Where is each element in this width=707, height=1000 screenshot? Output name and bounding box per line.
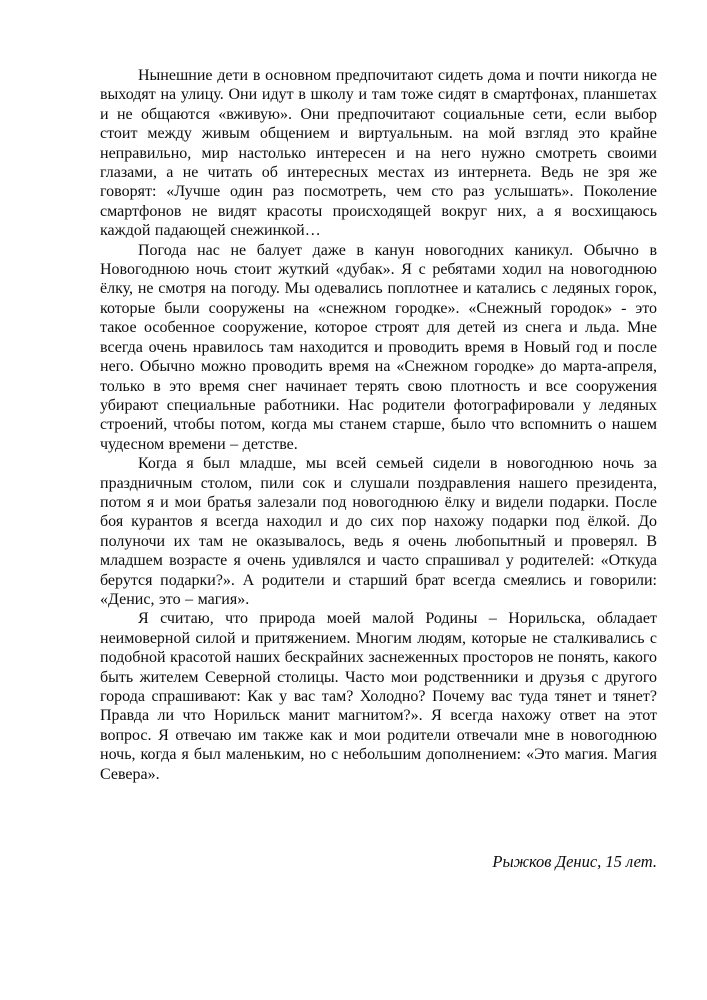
essay-body [100,66,657,784]
essay-paragraph-3: Когда я был младше, мы всей семьей сидели в новогоднюю ночь за праздничным столом, пили сок и слушали поздравления нашего президента, потом я и мои братья залезали под новогоднюю ёлку и видели подарки. После боя курантов я всегда находил и до сих пор нахожу подарки под ёлкой. До полуночи их там не оказывалось, ведь я очень любопытный и проверял. В младшем возрасте я очень удивлялся и часто спрашивал у родителей: «Откуда берутся подарки?». А родители и старший брат всегда смеялись и говорили: «Денис, это – магия». [100,455,657,608]
author-signature: Рыжков Денис, 15 лет. [492,852,657,871]
essay-paragraph-1: Нынешние дети в основном предпочитают сидеть дома и почти никогда не выходят на улицу. Они идут в школу и там тоже сидят в смартфонах, планшетах и не общаются «вживую». Они предпочитают социальные сети, если выбор стоит между живым общением и виртуальным. на мой взгляд это крайне неправильно, мир настолько интересен и на него нужно смотреть своими глазами, а не читать об интересных местах из интернета. Ведь не зря же говорят: «Лучше один раз посмотреть, чем сто раз услышать». Поколение смартфонов не видят красоты происходящей вокруг них, а я восхищаюсь каждой падающей снежинкой… [100,67,657,240]
essay-paragraph-4: Я считаю, что природа моей малой Родины – Норильска, обладает неимоверной силой и притяжением. Многим людям, которые не сталкивались с подобной красотой наших бескрайних заснеженных просторов не понять, какого быть жителем Северной столицы. Часто мои родственники и друзья с другого города спрашивают: Как у вас там? Холодно? Почему вас туда тянет и тянет? Правда ли что Норильск манит магнитом?». Я всегда нахожу ответ на этот вопрос. Я отвечаю им также как и мои родители отвечали мне в новогоднюю ночь, когда я был маленьким, но с небольшим дополнением: «Это магия. Магия Севера». [100,610,657,783]
essay-paragraph-2: Погода нас не балует даже в канун новогодних каникул. Обычно в Новогоднюю ночь стоит жуткий «дубак». Я с ребятами ходил на новогоднюю ёлку, не смотря на погоду. Мы одевались поплотнее и катались с ледяных горок, которые были сооружены на «снежном городке». «Снежный городок» - это такое особенное сооружение, которое строят для детей из снега и льда. Мне всегда очень нравилось там находится и проводить время в Новый год и после него. Обычно можно проводить время на «Снежном городке» до марта-апреля, только в это время снег начинает терять свою плотность и все сооружения убирают специальные работники. Нас родители фотографировали у ледяных строений, чтобы потом, когда мы станем старше, было что вспомнить о нашем чудесном времени – детстве. [100,241,657,453]
